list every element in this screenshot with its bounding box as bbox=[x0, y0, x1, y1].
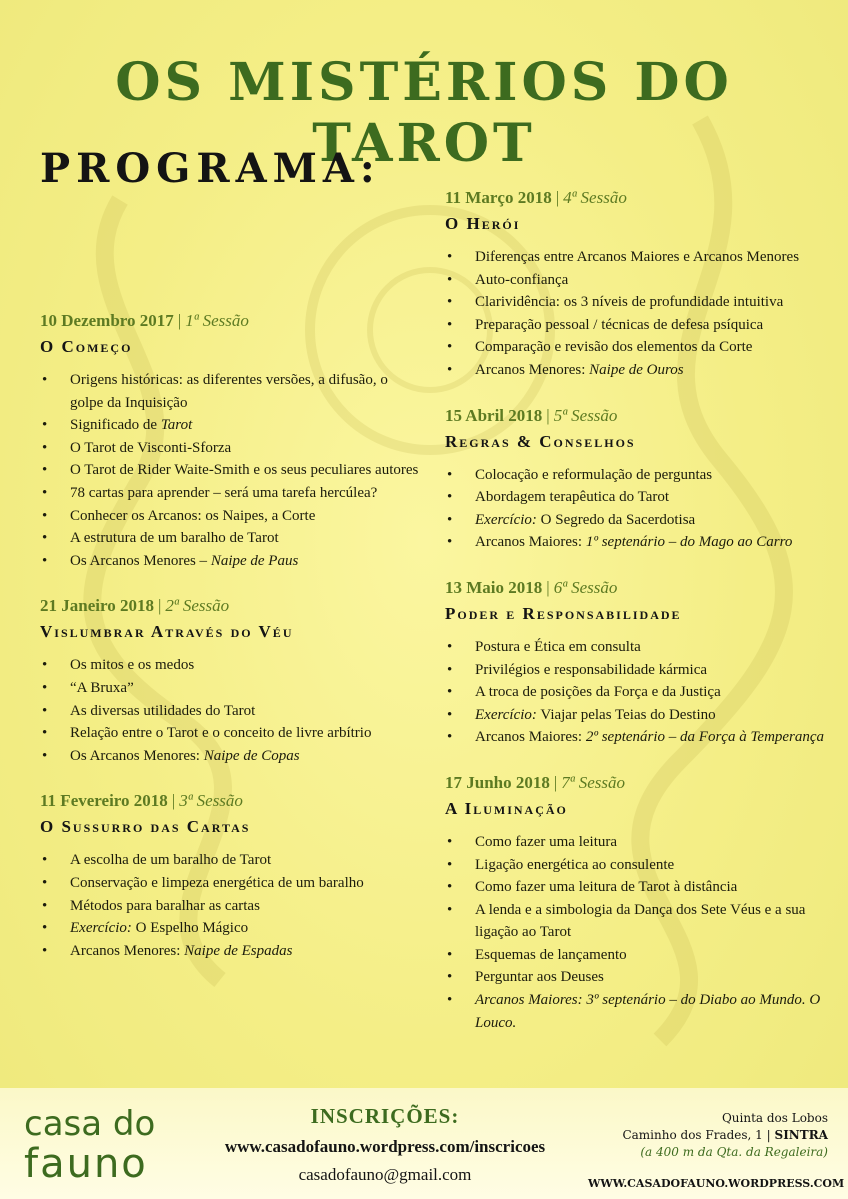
topic-item bbox=[445, 831, 825, 854]
address-city: SINTRA bbox=[774, 1128, 828, 1142]
address-street: Caminho dos Frades, 1 bbox=[622, 1128, 763, 1142]
topic-text-after: O Espelho Mágico bbox=[131, 920, 249, 937]
topic-item bbox=[445, 989, 825, 1034]
topic-text: As diversas utilidades do Tarot bbox=[70, 702, 256, 719]
topic-list bbox=[40, 369, 420, 572]
topic-text: 78 cartas para aprender – será uma tarefa hercúlea? bbox=[70, 484, 378, 501]
right-column bbox=[445, 185, 825, 1055]
topic-text: Arcanos Menores: bbox=[70, 942, 185, 959]
logo-line-2: fauno bbox=[24, 1141, 148, 1187]
topic-text: A troca de posições da Força e da Justiça bbox=[475, 684, 721, 701]
session-block bbox=[40, 593, 420, 767]
topic-item bbox=[445, 854, 825, 877]
session-block bbox=[445, 770, 825, 1034]
session-date: 11 Fevereiro 2018 bbox=[40, 791, 168, 811]
session-date-line bbox=[445, 185, 825, 211]
session-number: 1ª Sessão bbox=[185, 311, 249, 330]
registration-block bbox=[200, 1104, 570, 1185]
topic-text: Conservação e limpeza energética de um baralho bbox=[70, 874, 364, 891]
topic-item bbox=[40, 745, 420, 768]
topic-text: Abordagem terapêutica do Tarot bbox=[475, 489, 670, 506]
topic-italic: Arcanos Maiores: 3º septenário – do Diabo ao Mundo. O Louco. bbox=[475, 992, 821, 1031]
session-title: A Iluminação bbox=[445, 798, 568, 818]
topic-italic: Exercício: bbox=[475, 511, 537, 528]
topic-item bbox=[40, 677, 420, 700]
session-date: 11 Março 2018 bbox=[445, 188, 552, 207]
address-note: (a 400 m da Qta. da Regaleira) bbox=[640, 1145, 828, 1159]
session-date-line bbox=[40, 593, 420, 619]
topic-italic: Exercício: bbox=[70, 920, 132, 937]
topic-item bbox=[445, 899, 825, 944]
topic-item bbox=[445, 269, 825, 292]
session-block bbox=[40, 308, 420, 572]
topic-italic: Naipe de Espadas bbox=[184, 942, 293, 959]
session-title: Poder e Responsabilidade bbox=[445, 603, 682, 623]
topic-item bbox=[445, 314, 825, 337]
session-number: 3ª Sessão bbox=[179, 791, 243, 811]
topic-item bbox=[445, 486, 825, 509]
topic-item bbox=[40, 550, 420, 573]
topic-text: Métodos para baralhar as cartas bbox=[70, 897, 260, 914]
address-block bbox=[588, 1110, 845, 1192]
topic-text: Auto-confiança bbox=[475, 271, 569, 288]
session-date-line bbox=[40, 788, 420, 814]
topic-item bbox=[445, 359, 825, 382]
topic-list bbox=[40, 849, 420, 962]
topic-item bbox=[40, 872, 420, 895]
topic-text: Como fazer uma leitura de Tarot à distância bbox=[475, 879, 738, 896]
topic-text-after: O Segredo da Sacerdotisa bbox=[536, 511, 696, 528]
session-block bbox=[445, 185, 825, 382]
topic-text: Ligação energética ao consulente bbox=[475, 856, 675, 873]
topic-italic: Naipe de Paus bbox=[210, 552, 299, 569]
left-column bbox=[40, 308, 420, 983]
topic-italic: Tarot bbox=[160, 417, 193, 434]
program-heading: PROGRAMA: bbox=[40, 145, 381, 192]
topic-item bbox=[445, 531, 825, 554]
session-date: 13 Maio 2018 bbox=[445, 577, 543, 597]
topic-item bbox=[445, 659, 825, 682]
casa-do-fauno-logo bbox=[24, 1104, 174, 1187]
topic-text: Os Arcanos Menores: bbox=[70, 747, 204, 764]
topic-text: Clarividência: os 3 níveis de profundidade intuitiva bbox=[475, 294, 784, 311]
session-date-line bbox=[40, 308, 420, 334]
topic-item bbox=[40, 700, 420, 723]
topic-item bbox=[445, 291, 825, 314]
topic-text: Os mitos e os medos bbox=[70, 657, 195, 674]
session-date-line bbox=[445, 770, 825, 796]
session-separator: | bbox=[546, 405, 550, 425]
topic-text-after: Viajar pelas Teias do Destino bbox=[536, 706, 716, 723]
topic-item bbox=[40, 527, 420, 550]
session-number: 4ª Sessão bbox=[563, 188, 627, 207]
session-date: 21 Janeiro 2018 bbox=[40, 596, 154, 616]
session-number: 6ª Sessão bbox=[553, 577, 618, 597]
session-date: 17 Junho 2018 bbox=[445, 772, 550, 792]
topic-italic: 1º septenário – do Mago ao Carro bbox=[585, 534, 793, 551]
session-number: 7ª Sessão bbox=[561, 772, 625, 792]
session-title: O Sussurro das Cartas bbox=[40, 817, 251, 837]
topic-text: Esquemas de lançamento bbox=[475, 946, 627, 963]
topic-italic: Exercício: bbox=[475, 706, 537, 723]
topic-list bbox=[445, 831, 825, 1034]
topic-item bbox=[40, 849, 420, 872]
session-date-line bbox=[445, 403, 825, 429]
topic-item bbox=[445, 246, 825, 269]
topic-item bbox=[40, 722, 420, 745]
topic-item bbox=[445, 681, 825, 704]
topic-text: O Tarot de Visconti-Sforza bbox=[70, 439, 232, 456]
address-line-1: Quinta dos Lobos bbox=[721, 1111, 828, 1125]
topic-text: Postura e Ética em consulta bbox=[475, 638, 641, 655]
topic-list bbox=[445, 636, 825, 749]
session-separator: | bbox=[177, 311, 182, 330]
session-separator: | bbox=[157, 596, 162, 616]
topic-item bbox=[40, 482, 420, 505]
session-separator: | bbox=[546, 577, 550, 597]
topic-text: Como fazer uma leitura bbox=[475, 833, 618, 850]
topic-item bbox=[40, 459, 420, 482]
topic-item bbox=[445, 966, 825, 989]
topic-text: A lenda e a simbologia da Dança dos Sete Véus e a sua ligação ao Tarot bbox=[475, 901, 806, 941]
topic-item bbox=[40, 369, 420, 414]
topic-italic: 2º septenário – da Força à Temperança bbox=[585, 729, 825, 746]
topic-item bbox=[40, 895, 420, 918]
topic-text: Conhecer os Arcanos: os Naipes, a Corte bbox=[70, 507, 316, 524]
topic-text: Privilégios e responsabilidade kármica bbox=[475, 661, 708, 678]
topic-text: Perguntar aos Deuses bbox=[475, 969, 604, 986]
topic-item bbox=[445, 336, 825, 359]
topic-item bbox=[40, 437, 420, 460]
session-date-line bbox=[445, 575, 825, 601]
topic-text: Arcanos Maiores: bbox=[475, 534, 586, 551]
website-link[interactable]: WWW.CASADOFAUNO.WORDPRESS.COM bbox=[588, 1177, 845, 1190]
topic-text: O Tarot de Rider Waite-Smith e os seus peculiares autores bbox=[70, 462, 419, 479]
session-block bbox=[445, 403, 825, 554]
contact-email[interactable]: casadofauno@gmail.com bbox=[298, 1165, 472, 1184]
registration-link[interactable]: www.casadofauno.wordpress.com/inscricoes bbox=[224, 1137, 546, 1156]
topic-italic: Naipe de Ouros bbox=[589, 361, 684, 378]
address-separator: | bbox=[766, 1128, 771, 1142]
topic-text: “A Bruxa” bbox=[70, 679, 134, 696]
session-date: 15 Abril 2018 bbox=[445, 405, 543, 425]
topic-item bbox=[40, 917, 420, 940]
topic-text: Os Arcanos Menores – bbox=[70, 552, 211, 569]
topic-list bbox=[40, 654, 420, 767]
topic-italic: Naipe de Copas bbox=[203, 747, 300, 764]
topic-text: Origens históricas: as diferentes versões, a difusão, o golpe da Inquisição bbox=[70, 372, 388, 411]
session-number: 2ª Sessão bbox=[165, 596, 230, 616]
session-separator: | bbox=[553, 772, 558, 792]
topic-item bbox=[445, 944, 825, 967]
logo-line-1: casa do bbox=[24, 1104, 156, 1144]
topic-text: Arcanos Maiores: bbox=[475, 729, 586, 746]
session-separator: | bbox=[171, 791, 176, 811]
topic-text: A escolha de um baralho de Tarot bbox=[70, 852, 272, 869]
session-block bbox=[445, 575, 825, 749]
topic-text: Relação entre o Tarot e o conceito de livre arbítrio bbox=[70, 725, 372, 742]
session-number: 5ª Sessão bbox=[553, 405, 618, 425]
topic-item bbox=[445, 464, 825, 487]
topic-text: Significado de bbox=[70, 417, 161, 434]
topic-item bbox=[445, 509, 825, 532]
topic-item bbox=[445, 876, 825, 899]
topic-text: Colocação e reformulação de perguntas bbox=[475, 466, 713, 483]
topic-item bbox=[40, 654, 420, 677]
session-title: Vislumbrar Através do Véu bbox=[40, 622, 294, 642]
topic-text: Arcanos Menores: bbox=[475, 361, 590, 378]
session-date: 10 Dezembro 2017 bbox=[40, 311, 174, 330]
topic-list bbox=[445, 246, 825, 382]
topic-text: Preparação pessoal / técnicas de defesa psíquica bbox=[475, 316, 764, 333]
topic-list bbox=[445, 464, 825, 554]
session-title: Regras & Conselhos bbox=[445, 431, 636, 451]
topic-item bbox=[40, 414, 420, 437]
topic-text: Diferenças entre Arcanos Maiores e Arcanos Menores bbox=[475, 249, 800, 265]
topic-item bbox=[40, 940, 420, 963]
page-title: OS MISTÉRIOS DO TAROT bbox=[115, 52, 733, 174]
registration-heading: INSCRIÇÕES: bbox=[310, 1104, 460, 1128]
session-title: O Herói bbox=[445, 214, 521, 233]
session-separator: | bbox=[555, 188, 560, 207]
session-title: O Começo bbox=[40, 337, 133, 356]
topic-text: Comparação e revisão dos elementos da Corte bbox=[475, 339, 753, 356]
topic-item bbox=[445, 726, 825, 749]
topic-text: A estrutura de um baralho de Tarot bbox=[70, 530, 279, 547]
topic-item bbox=[445, 636, 825, 659]
topic-item bbox=[40, 505, 420, 528]
session-block bbox=[40, 788, 420, 962]
topic-item bbox=[445, 704, 825, 727]
address-line-2 bbox=[588, 1127, 828, 1144]
